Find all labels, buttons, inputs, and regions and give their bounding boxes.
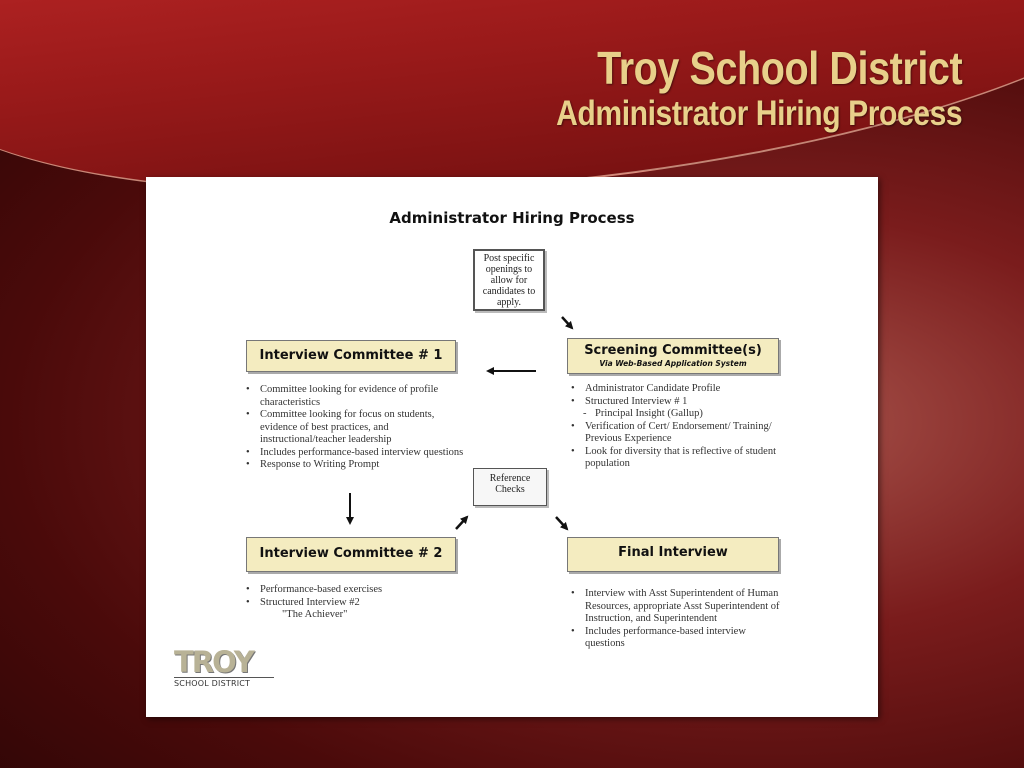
arrows-layer (146, 177, 878, 717)
list-item: • Committee looking for focus on students, evidence of best practices, and instructional/teacher leadership (244, 409, 469, 447)
list-item: - Principal Insight (Gallup) (569, 408, 784, 421)
logo-sub-text: SCHOOL DISTRICT (174, 677, 274, 688)
screening-committee-subtitle: Via Web-Based Application System (599, 359, 747, 368)
slide-title-line1: Troy School District (596, 42, 962, 94)
list-item: • Structured Interview # 1 (569, 396, 784, 409)
interview-committee-1-title: Interview Committee # 1 (259, 348, 443, 363)
interview-committee-2-title: Interview Committee # 2 (259, 546, 443, 561)
arrow-post-to-screening (562, 317, 572, 328)
list-item: • Interview with Asst Superintendent of Human Resources, appropriate Asst Superintendent of Instruction, and Superintendent (569, 588, 784, 626)
screening-committee-title: Screening Committee(s) (584, 343, 762, 358)
arrow-reference-to-final (556, 517, 567, 529)
arrow-interview2-to-reference (456, 517, 467, 529)
list-item: • Committee looking for evidence of profile characteristics (244, 384, 469, 409)
logo-main-text: TROY (174, 645, 253, 679)
slide-title (556, 42, 962, 134)
list-item: • Administrator Candidate Profile (569, 383, 784, 396)
document-title: Administrator Hiring Process (389, 209, 635, 227)
slide-title-line2: Administrator Hiring Process (555, 94, 962, 133)
list-item: "The Achiever" (282, 609, 348, 620)
troy-school-district-logo (174, 645, 274, 694)
list-item: • Performance-based exercises (244, 584, 459, 597)
reference-checks-text: Reference Checks (489, 473, 531, 495)
list-item: • Includes performance-based interview questions (244, 447, 469, 460)
list-item: • Verification of Cert/ Endorsement/ Training/ Previous Experience (569, 421, 784, 446)
list-item: • Structured Interview #2 (244, 597, 459, 610)
list-item: • Look for diversity that is reflective of student population (569, 446, 784, 471)
post-openings-text: Post specific openings to allow for candidates to apply. (482, 253, 536, 308)
list-item: • Includes performance-based interview questions (569, 626, 784, 651)
final-interview-title: Final Interview (618, 545, 728, 560)
process-document (146, 177, 878, 717)
list-item: • Response to Writing Prompt (244, 459, 469, 472)
